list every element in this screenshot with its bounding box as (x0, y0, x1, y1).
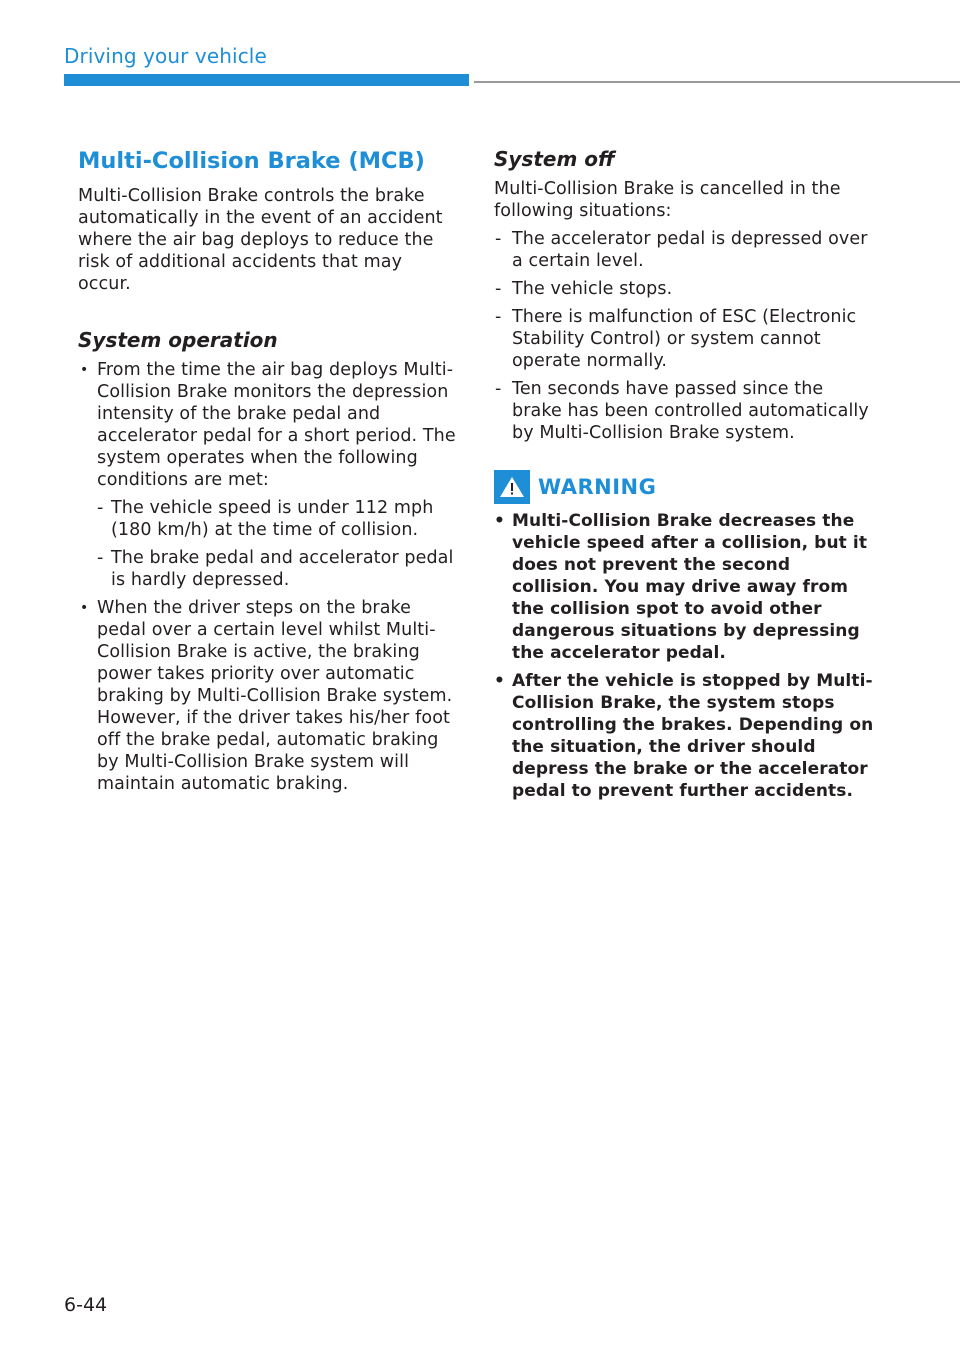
warning-label: WARNING (538, 475, 657, 499)
list-item (78, 359, 460, 591)
list-item: • When the driver steps on the brake pedal over a certain level whilst Multi-Collision Brake is active, the braking power takes priority over automatic braking by Multi-Collision Brake system. However, if the driver takes his/her foot off the brake pedal, automatic braking by Multi-Collision Brake system will maintain automatic braking. (78, 597, 460, 795)
list-item: • Multi-Collision Brake decreases the vehicle speed after a collision, but it does not prevent the second collision. You may drive away from the collision spot to avoid other dangerous situations by depressing the accelerator pedal. (494, 510, 878, 664)
warning-list (494, 510, 878, 802)
list-item: - The vehicle speed is under 112 mph (180 km/h) at the time of collision. (97, 497, 460, 541)
chapter-title: Driving your vehicle (64, 44, 267, 68)
system-off-heading: System off (494, 147, 615, 171)
warning-header (494, 470, 878, 504)
header-rule-grey (474, 81, 960, 83)
intro-paragraph: Multi-Collision Brake controls the brake automatically in the event of an accident where the air bag deploys to reduce the risk of additional accidents that may occur. (78, 186, 443, 294)
list-item: - Ten seconds have passed since the brake has been controlled automatically by Multi-Collision Brake system. (494, 378, 878, 444)
list-item: - There is malfunction of ESC (Electronic Stability Control) or system cannot operate normally. (494, 306, 878, 372)
page-number: 6-44 (64, 1294, 108, 1316)
warning-triangle-icon (494, 470, 530, 504)
section-title: Multi-Collision Brake (MCB) (78, 148, 425, 174)
list-item: - The vehicle stops. (494, 278, 878, 300)
operation-bullet-text: From the time the air bag deploys Multi-Collision Brake monitors the depression intensity of the brake pedal and accelerator pedal for a short period. The system operates when the following conditions are met: (97, 360, 456, 490)
list-item: - The accelerator pedal is depressed over a certain level. (494, 228, 878, 272)
right-column (494, 146, 878, 802)
system-off-intro: Multi-Collision Brake is cancelled in the following situations: (494, 179, 841, 221)
list-item: - The brake pedal and accelerator pedal is hardly depressed. (97, 547, 460, 591)
list-item: • After the vehicle is stopped by Multi-Collision Brake, the system stops controlling the brakes. Depending on the situation, the driver should depress the brake or the accelerator pedal to prevent further accidents. (494, 670, 878, 802)
operation-list (78, 359, 460, 795)
operation-heading: System operation (78, 328, 278, 352)
header-rule-accent (64, 74, 469, 86)
system-off-list (494, 228, 878, 444)
conditions-list (97, 497, 460, 591)
left-column (78, 146, 460, 795)
